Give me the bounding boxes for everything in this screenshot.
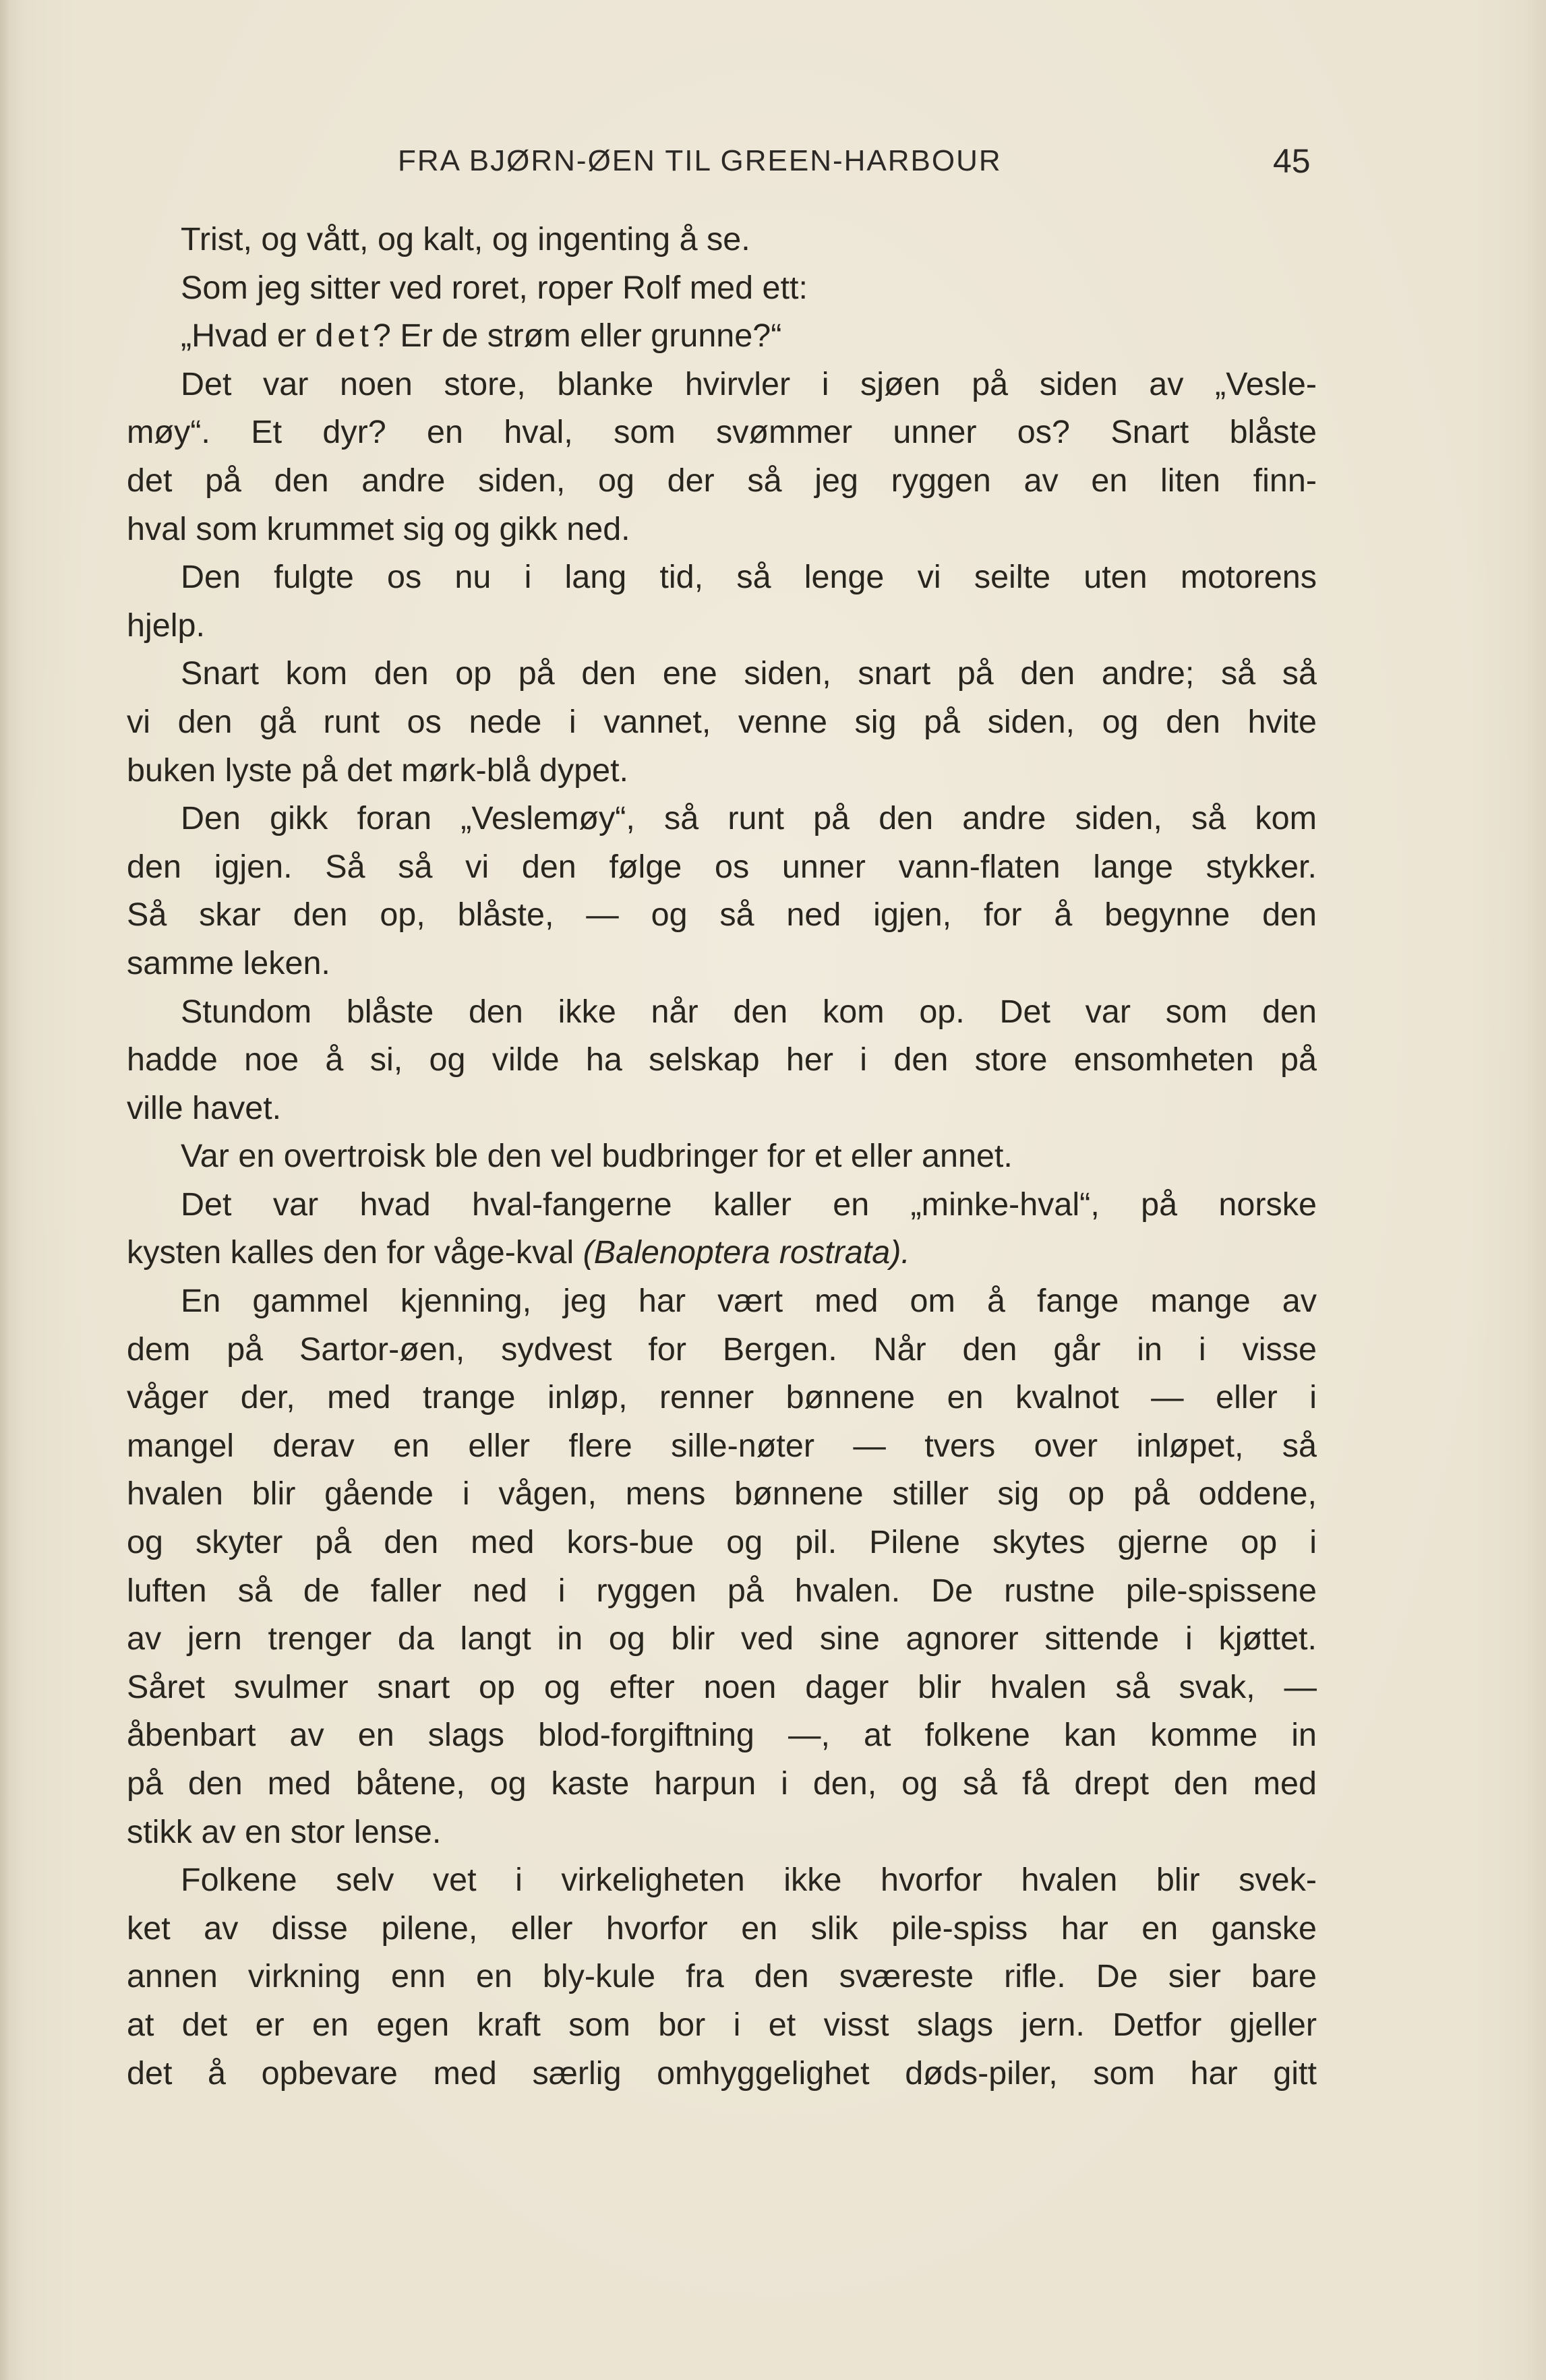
text-line: at det er en egen kraft som bor i et visst slags jern. Detfor gjeller — [127, 2006, 1317, 2043]
text-line: Snart kom den op på den ene siden, snart på den andre; så så — [181, 655, 1317, 692]
text-line: samme leken. — [127, 944, 330, 981]
text-line: Det var noen store, blanke hvirvler i sjøen på siden av „Vesle- — [181, 365, 1317, 402]
latin-species-name: (Balenoptera rostrata). — [583, 1234, 910, 1271]
text-line: på den med båtene, og kaste harpun i den, og så få drept den med — [127, 1765, 1317, 1802]
text-line: luften så de faller ned i ryggen på hvalen. De rustne pile-spissene — [127, 1572, 1317, 1609]
text-line: mangel derav en eller flere sille-nøter — tvers over inløpet, så — [127, 1427, 1317, 1464]
text-line: av jern trenger da langt in og blir ved sine agnorer sittende i kjøttet. — [127, 1620, 1317, 1657]
running-head: FRA BJØRN-ØEN TIL GREEN-HARBOUR — [398, 144, 1002, 177]
text-line: Trist, og vått, og kalt, og ingenting å se. — [181, 221, 750, 257]
text-line: vi den gå runt os nede i vannet, venne sig på siden, og den hvite — [127, 703, 1317, 740]
text-line: En gammel kjenning, jeg har vært med om å fange mange av — [181, 1283, 1317, 1320]
text-line: Var en overtroisk ble den vel budbringer for et eller annet. — [181, 1138, 1013, 1175]
text-segment: kysten kalles den for våge-kval — [127, 1234, 583, 1271]
emphasized-word: det — [315, 317, 373, 355]
text-segment: ? Er de strøm eller grunne?“ — [372, 317, 782, 355]
text-line: Folkene selv vet i virkeligheten ikke hvorfor hvalen blir svek- — [181, 1862, 1317, 1899]
text-line: hjelp. — [127, 607, 205, 644]
text-line: dem på Sartor-øen, sydvest for Bergen. Når den går in i visse — [127, 1331, 1317, 1368]
text-line: og skyter på den med kors-bue og pil. Pilene skytes gjerne op i — [127, 1524, 1317, 1561]
text-line: Den fulgte os nu i lang tid, så lenge vi seilte uten motorens — [181, 559, 1317, 596]
text-line: ville havet. — [127, 1089, 282, 1126]
body-text — [127, 216, 1317, 2098]
text-line — [127, 312, 1317, 361]
text-line — [127, 1229, 1317, 1277]
text-line: møy“. Et dyr? en hval, som svømmer unner os? Snart blåste — [127, 414, 1317, 451]
text-line: våger der, med trange inløp, renner bønnene en kvalnot — eller i — [127, 1379, 1317, 1416]
text-line: hvalen blir gående i vågen, mens bønnene stiller sig op på oddene, — [127, 1475, 1317, 1513]
page-edge-shadow — [0, 0, 9, 2380]
text-line: det å opbevare med særlig omhyggelighet døds-piler, som har gitt — [127, 2054, 1317, 2092]
text-line: Som jeg sitter ved roret, roper Rolf med ett: — [181, 269, 808, 306]
page-number: 45 — [1273, 142, 1311, 180]
text-line: annen virkning enn en bly-kule fra den sværeste rifle. De sier bare — [127, 1958, 1317, 1995]
text-line: Så skar den op, blåste, — og så ned igjen, for å begynne den — [127, 896, 1317, 934]
text-line: Det var hvad hval-fangerne kaller en „minke-hval“, på norske — [181, 1186, 1317, 1223]
text-line: buken lyste på det mørk-blå dypet. — [127, 752, 629, 789]
text-line: hval som krummet sig og gikk ned. — [127, 510, 630, 547]
text-line: Stundom blåste den ikke når den kom op. Det var som den — [181, 993, 1317, 1030]
text-line: ket av disse pilene, eller hvorfor en slik pile-spiss har en ganske — [127, 1910, 1317, 1947]
text-line: Såret svulmer snart op og efter noen dager blir hvalen så svak, — — [127, 1668, 1317, 1705]
text-line: den igjen. Så så vi den følge os unner vann-flaten lange stykker. — [127, 848, 1317, 885]
text-segment: „Hvad er — [181, 317, 316, 355]
text-line: åbenbart av en slags blod-forgiftning —, at folkene kan komme in — [127, 1717, 1317, 1754]
text-line: det på den andre siden, og der så jeg ryggen av en liten finn- — [127, 462, 1317, 499]
text-line: hadde noe å si, og vilde ha selskap her i den store ensomheten på — [127, 1041, 1317, 1078]
text-line: stikk av en stor lense. — [127, 1813, 442, 1850]
text-line: Den gikk foran „Veslemøy“, så runt på den andre siden, så kom — [181, 800, 1317, 837]
